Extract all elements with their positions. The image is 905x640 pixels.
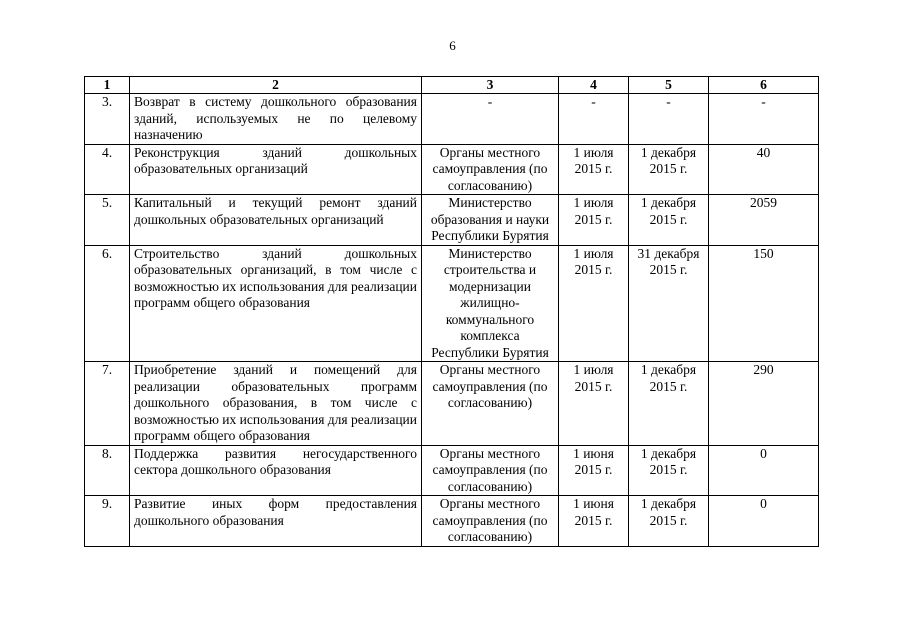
row-number: 4. xyxy=(85,144,130,195)
measure-name: Строительство зданий дошкольных образовательных организаций, в том числе с возможностью их использования для реализации программ общего образования xyxy=(130,245,422,362)
column-header-1: 1 xyxy=(85,77,130,94)
header-row xyxy=(85,77,819,94)
row-number: 8. xyxy=(85,445,130,496)
measure-name: Приобретение зданий и помещений для реализации образовательных программ дошкольного образования, в том числе с возможностью их использования для реализации программ общего образования xyxy=(130,362,422,446)
value: 2059 xyxy=(709,195,819,246)
table-row xyxy=(85,445,819,496)
measure-name: Возврат в систему дошкольного образования зданий, используемых не по целевому назначению xyxy=(130,94,422,145)
row-number: 7. xyxy=(85,362,130,446)
column-header-3: 3 xyxy=(422,77,559,94)
measure-name: Развитие иных форм предоставления дошкольного образования xyxy=(130,496,422,547)
executor: Органы местного самоуправления (по согласованию) xyxy=(422,362,559,446)
end-date: 1 декабря 2015 г. xyxy=(629,195,709,246)
measure-name: Поддержка развития негосударственного сектора дошкольного образования xyxy=(130,445,422,496)
end-date: 1 декабря 2015 г. xyxy=(629,362,709,446)
table-row xyxy=(85,496,819,547)
column-header-5: 5 xyxy=(629,77,709,94)
column-header-2: 2 xyxy=(130,77,422,94)
start-date: 1 июля 2015 г. xyxy=(559,195,629,246)
table-row xyxy=(85,195,819,246)
executor: Органы местного самоуправления (по согласованию) xyxy=(422,445,559,496)
row-number: 3. xyxy=(85,94,130,145)
value: 150 xyxy=(709,245,819,362)
start-date: - xyxy=(559,94,629,145)
end-date: - xyxy=(629,94,709,145)
end-date: 1 декабря 2015 г. xyxy=(629,144,709,195)
column-header-4: 4 xyxy=(559,77,629,94)
end-date: 1 декабря 2015 г. xyxy=(629,445,709,496)
table-row xyxy=(85,362,819,446)
value: - xyxy=(709,94,819,145)
executor: Министерство строительства и модернизации жилищно-коммунального комплекса Республики Бурятия xyxy=(422,245,559,362)
row-number: 5. xyxy=(85,195,130,246)
end-date: 1 декабря 2015 г. xyxy=(629,496,709,547)
executor: Органы местного самоуправления (по согласованию) xyxy=(422,144,559,195)
value: 40 xyxy=(709,144,819,195)
value: 290 xyxy=(709,362,819,446)
executor: - xyxy=(422,94,559,145)
executor: Органы местного самоуправления (по согласованию) xyxy=(422,496,559,547)
table-row xyxy=(85,144,819,195)
start-date: 1 июля 2015 г. xyxy=(559,245,629,362)
measures-table xyxy=(84,76,819,547)
column-header-6: 6 xyxy=(709,77,819,94)
row-number: 6. xyxy=(85,245,130,362)
row-number: 9. xyxy=(85,496,130,547)
measure-name: Реконструкция зданий дошкольных образовательных организаций xyxy=(130,144,422,195)
start-date: 1 июня 2015 г. xyxy=(559,445,629,496)
value: 0 xyxy=(709,445,819,496)
table-row xyxy=(85,94,819,145)
measure-name: Капитальный и текущий ремонт зданий дошкольных образовательных организаций xyxy=(130,195,422,246)
table-row xyxy=(85,245,819,362)
end-date: 31 декабря 2015 г. xyxy=(629,245,709,362)
start-date: 1 июня 2015 г. xyxy=(559,496,629,547)
start-date: 1 июля 2015 г. xyxy=(559,144,629,195)
page-number: 6 xyxy=(449,38,456,53)
start-date: 1 июля 2015 г. xyxy=(559,362,629,446)
executor: Министерство образования и науки Республики Бурятия xyxy=(422,195,559,246)
value: 0 xyxy=(709,496,819,547)
